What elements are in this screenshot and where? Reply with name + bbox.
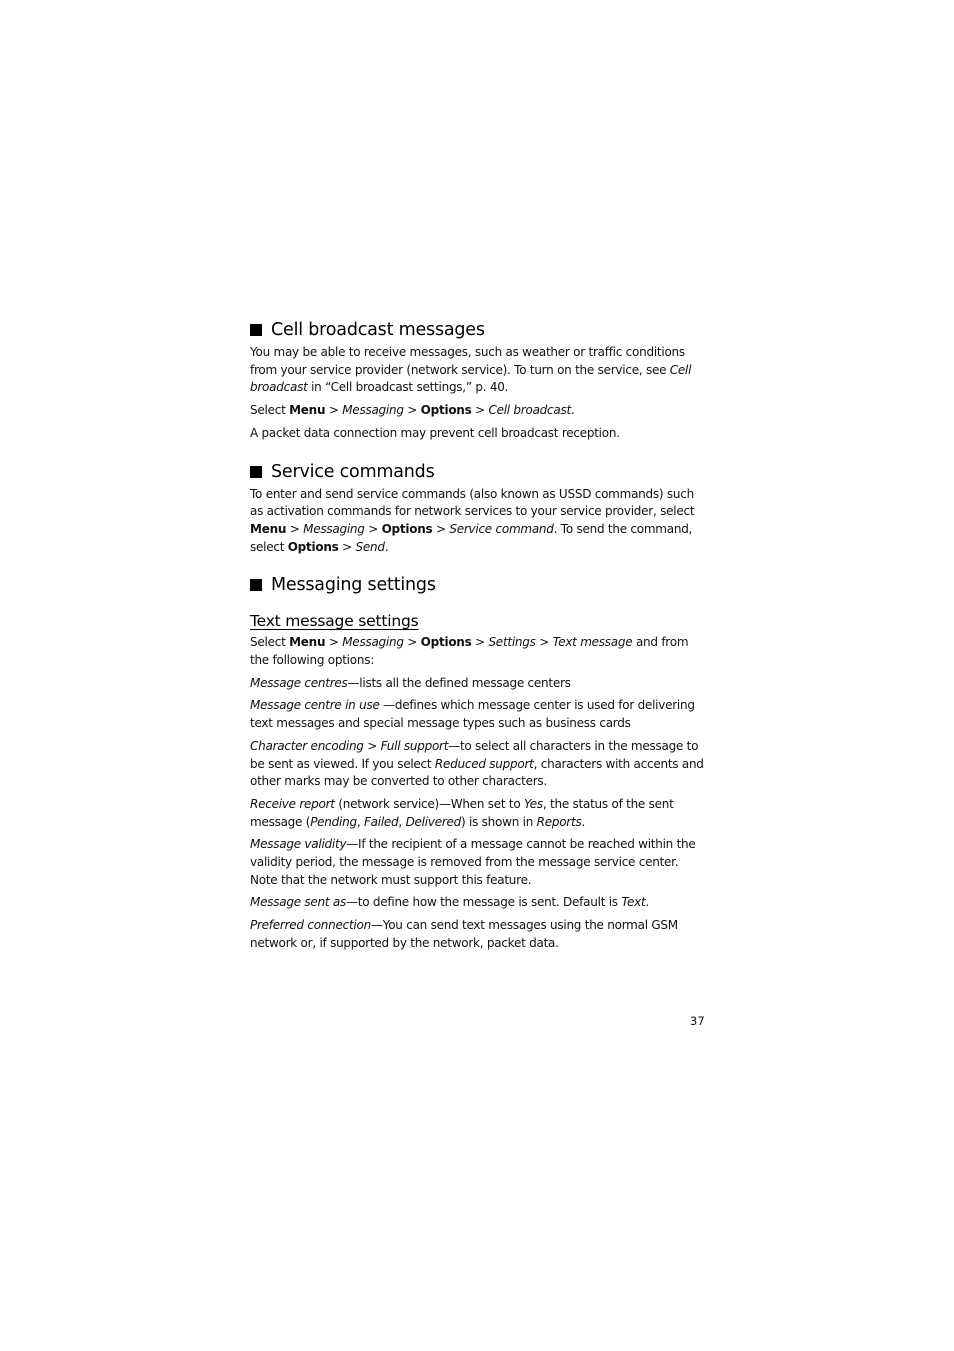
subsection-heading-text-message-settings: Text message settings (250, 612, 419, 631)
paragraph: To enter and send service commands (also known as USSD commands) such as activation commands for network services to your service provider, select Menu > Messaging > Options > Service command. To send the command, select Options > Send. (250, 486, 695, 554)
option-item: Message validity—If the recipient of a message cannot be reached within the validity period, the message is removed from the message service center. Note that the network must support this feature. (250, 837, 696, 887)
section-title: Cell broadcast messages (271, 320, 485, 340)
option-item: Preferred connection—You can send text messages using the normal GSM network or, if supported by the network, packet data. (250, 918, 678, 950)
option-item: Message sent as—to define how the message is sent. Default is Text. (250, 895, 649, 910)
square-bullet-icon (250, 579, 262, 591)
page-content (250, 318, 706, 958)
paragraph: You may be able to receive messages, such as weather or traffic conditions from your service provider (network service). To turn on the service, see Cell broadcast in “Cell broadcast settings,” p. 40. (250, 345, 692, 395)
option-item: Message centre in use —defines which message center is used for delivering text messages and special message types such as business cards (250, 698, 695, 731)
square-bullet-icon (250, 324, 262, 336)
menu-path: Select Menu > Messaging > Options > Settings > Text message and from the following options: (250, 635, 689, 668)
section-title: Messaging settings (271, 575, 436, 596)
menu-path: Select Menu > Messaging > Options > Cell broadcast. (250, 403, 575, 418)
section-title: Service commands (271, 461, 435, 482)
page-number: 37 (690, 1014, 705, 1028)
option-item: Message centres—lists all the defined message centers (250, 675, 571, 690)
option-item: Receive report (network service)—When set to Yes, the status of the sent message (Pending, Failed, Delivered) is shown in Reports. (250, 796, 674, 829)
option-item: Character encoding > Full support—to select all characters in the message to be sent as viewed. If you select Reduced support, characters with accents and other marks may be converted to other characters. (250, 738, 704, 789)
section-heading-service-commands (250, 460, 706, 484)
section-heading-cell-broadcast (250, 318, 706, 342)
paragraph: A packet data connection may prevent cell broadcast reception. (250, 425, 620, 440)
square-bullet-icon (250, 466, 262, 478)
section-heading-messaging-settings (250, 573, 706, 597)
